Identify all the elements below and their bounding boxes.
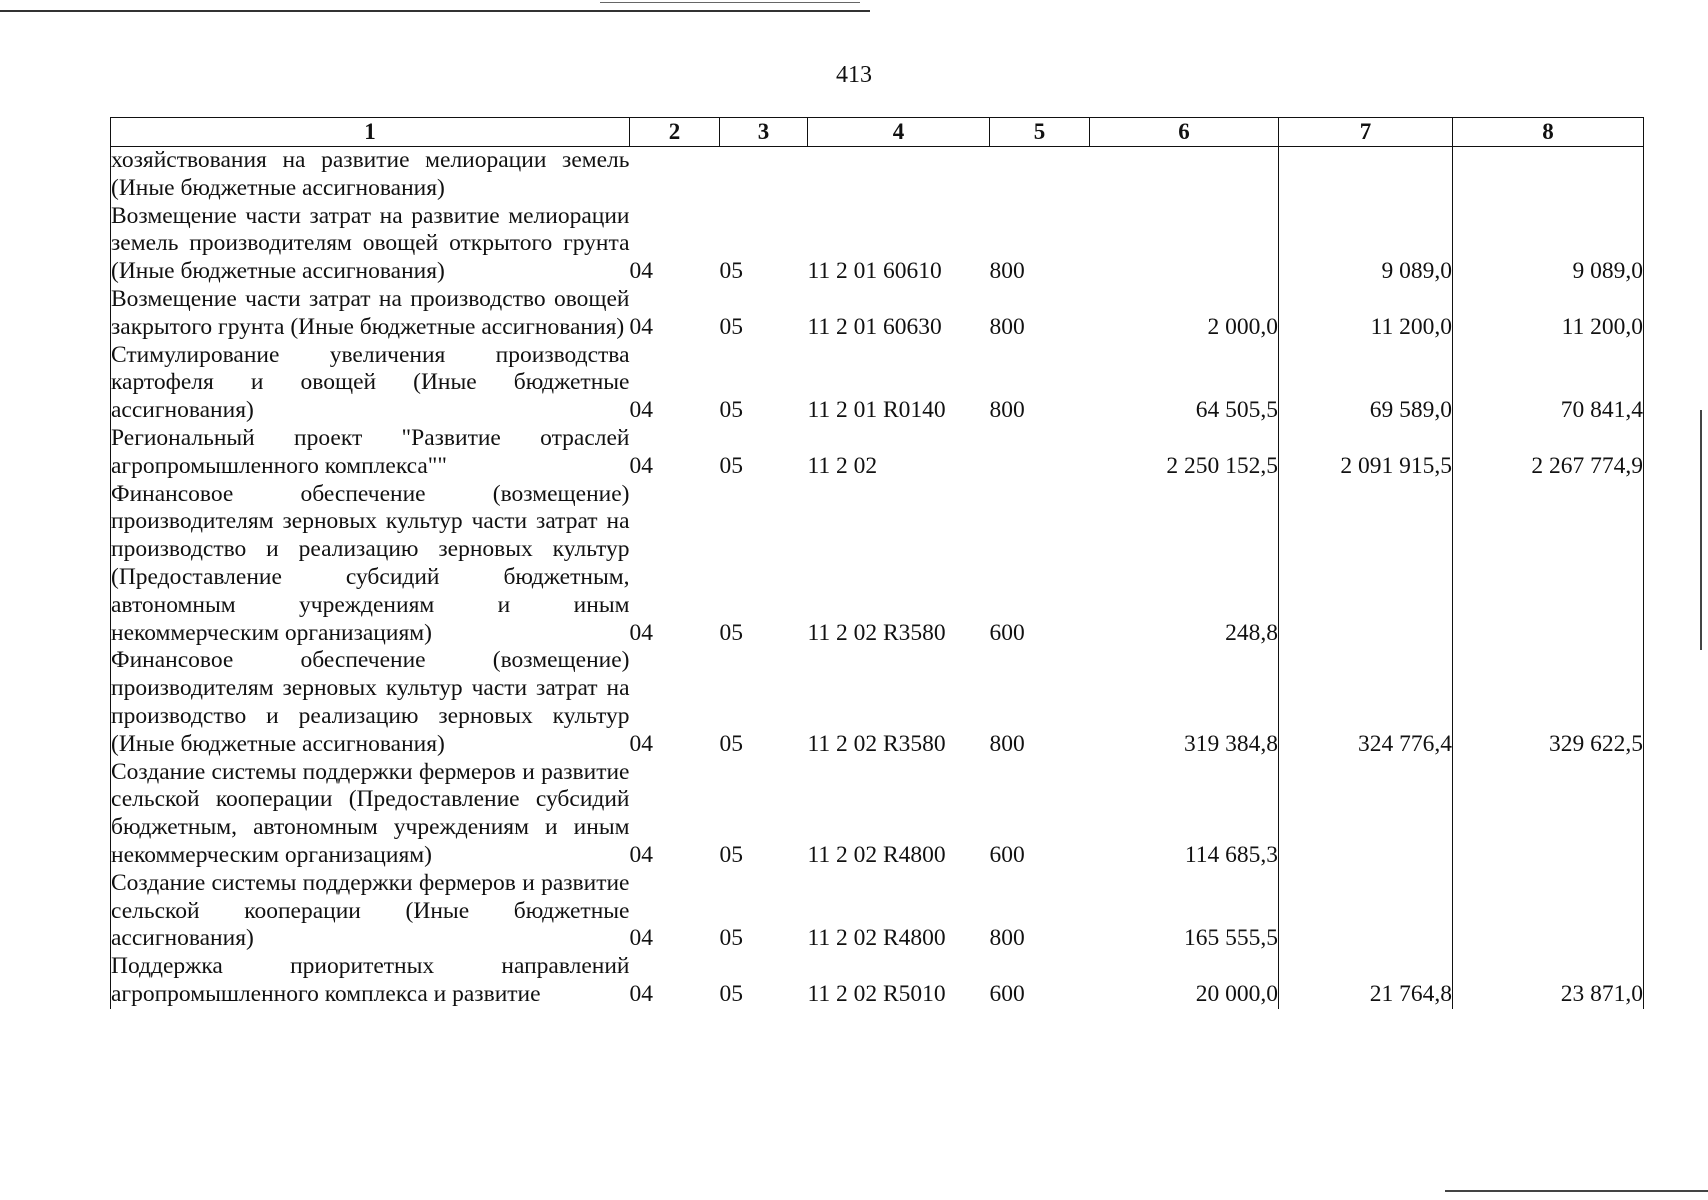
table-row xyxy=(111,203,1644,286)
row-expense-type xyxy=(990,147,1090,203)
row-description: Финансовое обеспечение (возмещение) производителям зерновых культур части затрат на производство и реализацию зерновых культур (Иные бюджетные ассигнования) xyxy=(111,647,630,757)
table-row xyxy=(111,286,1644,342)
row-description: Региональный проект "Развитие отраслей агропромышленного комплекса"" xyxy=(111,424,630,479)
row-subsection: 05 xyxy=(719,397,743,424)
row-section: 04 xyxy=(629,980,653,1007)
row-expense-type: 800 xyxy=(989,397,1025,424)
row-description: хозяйствования на развитие мелиорации земель (Иные бюджетные ассигнования) xyxy=(111,147,630,201)
column-header-3: 3 xyxy=(720,118,808,147)
row-subsection: 05 xyxy=(719,841,743,868)
row-amount-col7: 2 091 915,5 xyxy=(1279,425,1453,481)
row-section: 04 xyxy=(629,619,653,646)
row-section: 04 xyxy=(629,397,653,424)
table-row xyxy=(111,759,1644,870)
row-amount-col7: 11 200,0 xyxy=(1279,286,1453,342)
row-target-code: 11 2 02 R3580 xyxy=(807,619,946,646)
row-expense-type: 800 xyxy=(989,313,1025,340)
row-amount-col6: 114 685,3 xyxy=(1090,759,1279,870)
row-section: 04 xyxy=(629,313,653,340)
row-amount-col7: 69 589,0 xyxy=(1279,342,1453,425)
row-target-code: 11 2 02 R4800 xyxy=(807,925,946,952)
table-header-row xyxy=(111,118,1644,147)
row-amount-col6: 64 505,5 xyxy=(1090,342,1279,425)
row-amount-col7 xyxy=(1279,870,1453,953)
row-section xyxy=(630,147,720,203)
row-amount-col6: 2 250 152,5 xyxy=(1090,425,1279,481)
row-subsection: 05 xyxy=(719,313,743,340)
row-subsection: 05 xyxy=(719,925,743,952)
column-header-7: 7 xyxy=(1279,118,1453,147)
row-target-code: 11 2 01 R0140 xyxy=(807,397,946,424)
scan-edge-line xyxy=(600,2,860,3)
table-header xyxy=(111,118,1644,147)
row-amount-col6: 165 555,5 xyxy=(1090,870,1279,953)
row-amount-col6: 248,8 xyxy=(1090,481,1279,648)
row-amount-col8: 70 841,4 xyxy=(1453,342,1644,425)
column-header-1: 1 xyxy=(111,118,630,147)
row-amount-col7 xyxy=(1279,147,1453,203)
row-target-code: 11 2 01 60630 xyxy=(807,313,942,340)
table-row xyxy=(111,425,1644,481)
table-row xyxy=(111,647,1644,758)
row-target-code: 11 2 02 R5010 xyxy=(807,980,946,1007)
row-description: Финансовое обеспечение (возмещение) производителям зерновых культур части затрат на производство и реализацию зерновых культур (Предоставление субсидий бюджетным, автономным учреждениям и иным некоммерческим организациям) xyxy=(111,480,630,646)
table-row xyxy=(111,481,1644,648)
row-subsection: 05 xyxy=(719,980,743,1007)
row-amount-col8: 23 871,0 xyxy=(1453,953,1644,1009)
scan-edge-line xyxy=(0,10,870,12)
row-section: 04 xyxy=(629,258,653,285)
row-amount-col6: 319 384,8 xyxy=(1090,647,1279,758)
row-amount-col7: 21 764,8 xyxy=(1279,953,1453,1009)
row-subsection xyxy=(720,147,808,203)
row-amount-col6: 20 000,0 xyxy=(1090,953,1279,1009)
row-description: Поддержка приоритетных направлений агропромышленного комплекса и развитие xyxy=(111,953,630,1007)
row-description: Возмещение части затрат на развитие мелиорации земель производителям овощей открытого грунта (Иные бюджетные ассигнования) xyxy=(111,202,630,285)
row-expense-type: 600 xyxy=(989,980,1025,1007)
row-section: 04 xyxy=(629,925,653,952)
row-amount-col8 xyxy=(1453,870,1644,953)
row-section: 04 xyxy=(629,730,653,757)
row-amount-col8 xyxy=(1453,481,1644,648)
table-row xyxy=(111,147,1644,203)
row-expense-type: 800 xyxy=(989,730,1025,757)
row-expense-type: 600 xyxy=(989,841,1025,868)
row-subsection: 05 xyxy=(719,258,743,285)
row-amount-col8: 2 267 774,9 xyxy=(1453,425,1644,481)
row-amount-col8: 11 200,0 xyxy=(1453,286,1644,342)
row-subsection: 05 xyxy=(719,619,743,646)
row-section: 04 xyxy=(629,841,653,868)
table-row xyxy=(111,953,1644,1009)
row-target-code xyxy=(808,147,990,203)
table-row xyxy=(111,870,1644,953)
row-expense-type xyxy=(990,425,1090,481)
column-header-2: 2 xyxy=(630,118,720,147)
row-expense-type: 800 xyxy=(989,258,1025,285)
scan-edge-line xyxy=(1445,1190,1708,1192)
row-amount-col8: 9 089,0 xyxy=(1453,203,1644,286)
row-subsection: 05 xyxy=(719,452,743,479)
row-amount-col7: 324 776,4 xyxy=(1279,647,1453,758)
row-amount-col6 xyxy=(1090,147,1279,203)
row-amount-col7: 9 089,0 xyxy=(1279,203,1453,286)
row-subsection: 05 xyxy=(719,730,743,757)
column-header-6: 6 xyxy=(1090,118,1279,147)
table-row xyxy=(111,342,1644,425)
row-target-code: 11 2 02 xyxy=(807,452,878,479)
row-amount-col8 xyxy=(1453,147,1644,203)
row-target-code: 11 2 01 60610 xyxy=(807,258,942,285)
row-expense-type: 800 xyxy=(989,925,1025,952)
budget-table xyxy=(110,117,1644,1009)
row-target-code: 11 2 02 R3580 xyxy=(807,730,946,757)
page-number: 413 xyxy=(836,62,872,88)
row-section: 04 xyxy=(629,452,653,479)
column-header-5: 5 xyxy=(990,118,1090,147)
row-amount-col6: 2 000,0 xyxy=(1090,286,1279,342)
column-header-8: 8 xyxy=(1453,118,1644,147)
table-body xyxy=(111,147,1644,1009)
column-header-4: 4 xyxy=(808,118,990,147)
row-amount-col8: 329 622,5 xyxy=(1453,647,1644,758)
row-description: Возмещение части затрат на производство овощей закрытого грунта (Иные бюджетные ассигнования) xyxy=(111,285,630,340)
row-description: Создание системы поддержки фермеров и развитие сельской кооперации (Иные бюджетные ассигнования) xyxy=(111,869,630,952)
row-description: Создание системы поддержки фермеров и развитие сельской кооперации (Предоставление субсидий бюджетным, автономным учреждениям и иным некоммерческим организациям) xyxy=(111,758,630,868)
row-target-code: 11 2 02 R4800 xyxy=(807,841,946,868)
row-amount-col7 xyxy=(1279,481,1453,648)
row-amount-col6 xyxy=(1090,203,1279,286)
row-expense-type: 600 xyxy=(989,619,1025,646)
row-amount-col8 xyxy=(1453,759,1644,870)
row-description: Стимулирование увеличения производства картофеля и овощей (Иные бюджетные ассигнования) xyxy=(111,341,630,424)
scan-edge-line xyxy=(1700,410,1702,650)
row-amount-col7 xyxy=(1279,759,1453,870)
